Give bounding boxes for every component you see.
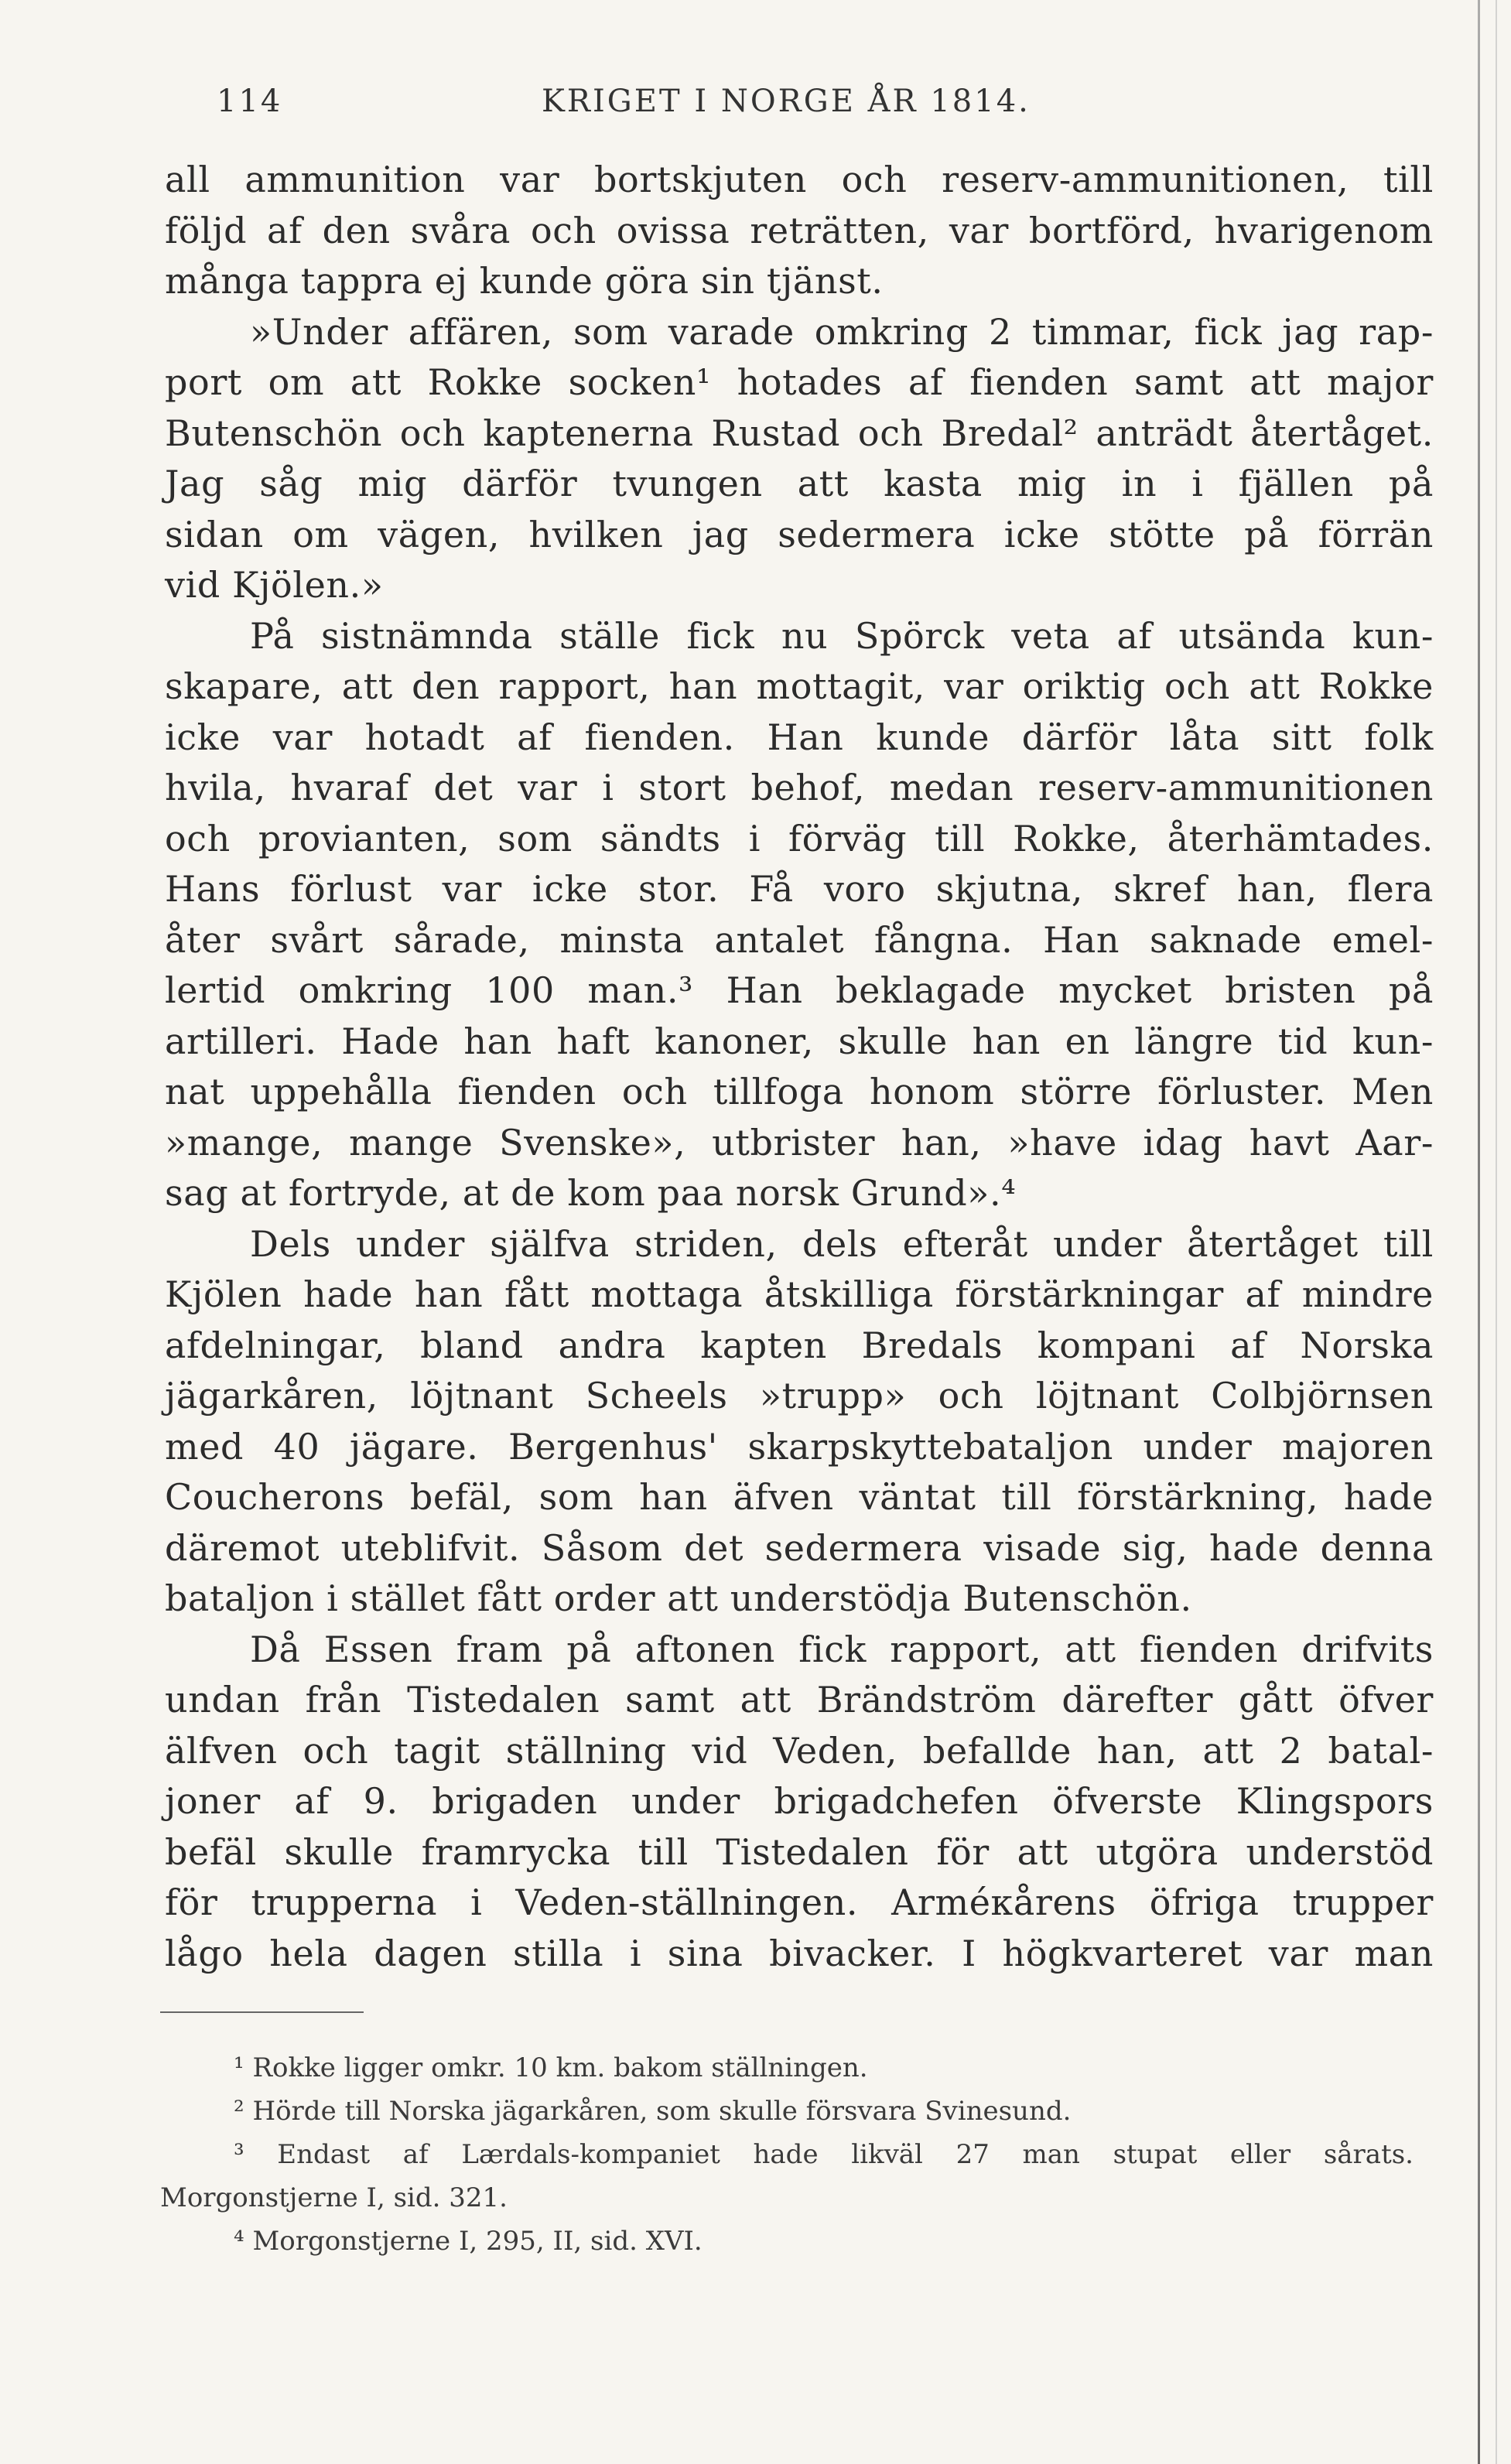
text-line: åter svårt sårade, minsta antalet fångna. Han saknade emel- [165, 918, 1434, 961]
text-line: sag at fortryde, at de kom paa norsk Grund».⁴ [165, 1172, 1017, 1214]
footnote: ¹ Rokke ligger omkr. 10 km. bakom ställningen. [234, 2052, 868, 2083]
text-line: lågo hela dagen stilla i sina bivacker. I högkvarteret var man [165, 1932, 1434, 1974]
text-line: med 40 jägare. Bergenhus' skarpskyttebataljon under majoren [165, 1425, 1434, 1468]
page-edge-line [1496, 0, 1497, 2464]
footnote-continuation: Morgonstjerne I, sid. 321. [160, 2182, 508, 2213]
text-line: Jag såg mig därför tvungen att kasta mig in i fjällen på [165, 463, 1434, 504]
text-line: sidan om vägen, hvilken jag sedermera icke stötte på förrän [165, 513, 1434, 555]
footnote: ³ Endast af Lærdals-kompaniet hade likväl 27 man stupat eller sårats. [234, 2139, 1414, 2170]
page-number: 114 [217, 84, 283, 119]
body-text [165, 155, 1434, 1979]
text-line: jägarkåren, löjtnant Scheels »trupp» och löjtnant Colbjörnsen [165, 1375, 1434, 1417]
running-title: KRIGET I NORGE ÅR 1814. [542, 84, 1031, 119]
text-line: och provianten, som sändts i förväg till Rokke, återhämtades. [165, 817, 1434, 859]
text-line: befäl skulle framrycka till Tistedalen för att utgöra understöd [165, 1830, 1434, 1873]
text-line: för trupperna i Veden-ställningen. Arméкårens öfriga trupper [165, 1881, 1434, 1923]
text-line: Kjölen hade han fått mottaga åtskilliga förstärkningar af mindre [165, 1273, 1434, 1315]
footnote-divider [160, 2011, 364, 2013]
text-line: lertid omkring 100 man.³ Han beklagade mycket bristen på [165, 969, 1434, 1011]
text-line: däremot uteblifvit. Såsom det sedermera visade sig, hade denna [165, 1526, 1434, 1569]
text-line: afdelningar, bland andra kapten Bredals kompani af Norska [165, 1324, 1434, 1366]
text-line: vid Kjölen.» [165, 564, 384, 606]
text-line: nat uppehålla fienden och tillfoga honom större förluster. Men [165, 1071, 1434, 1112]
text-line: Dels under själfva striden, dels efteråt under återtåget till [250, 1222, 1434, 1265]
footnote: ² Hörde till Norska jägarkåren, som skulle försvara Svinesund. [234, 2096, 1072, 2127]
text-line: icke var hotadt af fienden. Han kunde därför låta sitt folk [165, 716, 1434, 758]
text-line: bataljon i stället fått order att understödja Butenschön. [165, 1577, 1192, 1619]
text-line: följd af den svåra och ovissa reträtten, var bortförd, hvarigenom [165, 209, 1434, 251]
footnote: ⁴ Morgonstjerne I, 295, II, sid. XVI. [234, 2226, 703, 2257]
text-line: många tappra ej kunde göra sin tjänst. [165, 260, 884, 302]
text-line: Coucherons befäl, som han äfven väntat till förstärkning, hade [165, 1476, 1434, 1518]
page-header [217, 84, 1400, 130]
footnotes [160, 2046, 1414, 2263]
text-line: Då Essen fram på aftonen fick rapport, att fienden drifvits [250, 1628, 1434, 1670]
text-line: »Under affären, som varade omkring 2 timmar, fick jag rap- [250, 310, 1434, 353]
text-line: På sistnämnda ställe fick nu Spörck veta af utsända kun- [250, 614, 1434, 657]
text-line: »mange, mange Svenske», utbrister han, »have idag havt Aar- [165, 1121, 1434, 1164]
text-line: Hans förlust var icke stor. Få voro skjutna, skref han, flera [165, 868, 1434, 910]
text-line: all ammunition var bortskjuten och reserv-ammunitionen, till [165, 159, 1434, 200]
text-line: hvila, hvaraf det var i stort behof, medan reserv-ammunitionen [165, 767, 1434, 808]
text-line: port om att Rokke socken¹ hotades af fienden samt att major [165, 361, 1434, 403]
text-line: skapare, att den rapport, han mottagit, var oriktig och att Rokke [165, 665, 1434, 707]
text-line: Butenschön och kaptenerna Rustad och Bredal² anträdt återtåget. [165, 412, 1434, 454]
page-edge-shadow [1478, 0, 1480, 2464]
text-line: joner af 9. brigaden under brigadchefen öfverste Klingspors [165, 1780, 1434, 1822]
text-line: undan från Tistedalen samt att Brändström därefter gått öfver [165, 1679, 1434, 1721]
text-line: artilleri. Hade han haft kanoner, skulle han en längre tid kun- [165, 1020, 1434, 1062]
text-line: älfven och tagit ställning vid Veden, befallde han, att 2 batal- [165, 1729, 1434, 1772]
